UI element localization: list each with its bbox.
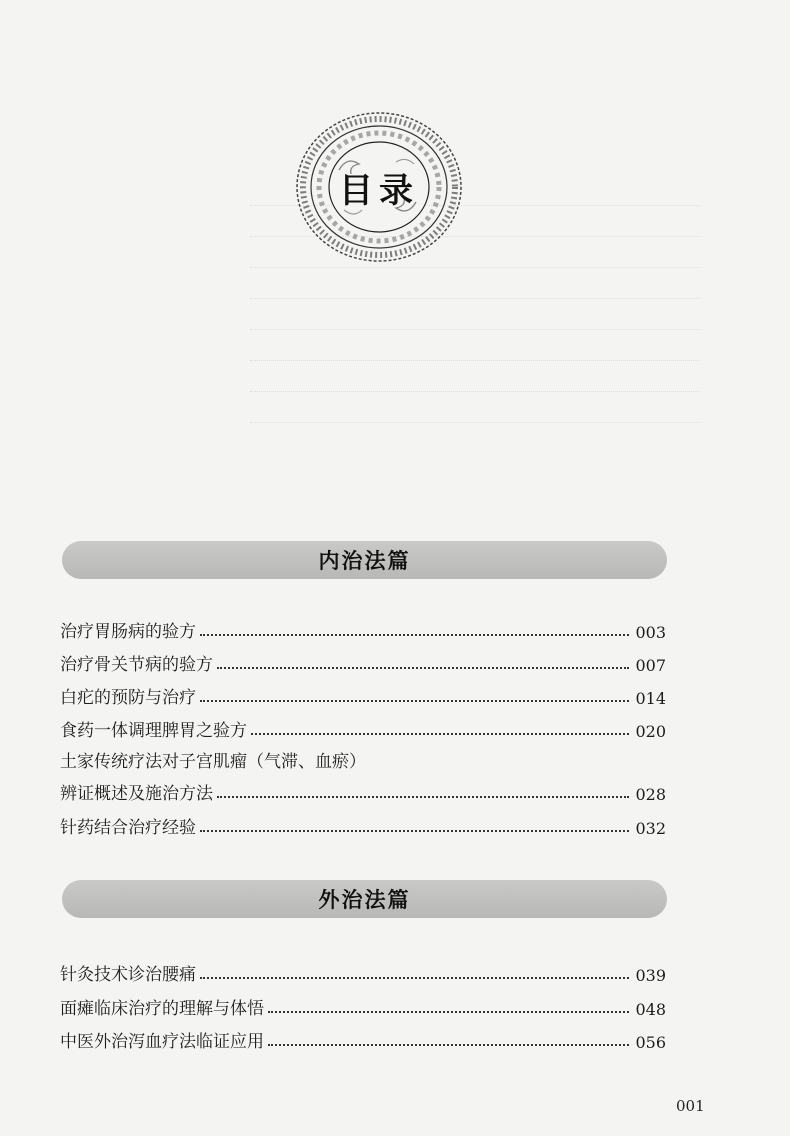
toc-entry-title: 针灸技术诊治腰痛	[60, 965, 196, 985]
dot-leader	[200, 633, 629, 636]
toc-entry-page: 020	[635, 722, 666, 741]
dot-leader	[200, 976, 629, 979]
toc-entry-title: 土家传统疗法对子宫肌瘤（气滞、血瘀）	[60, 752, 366, 772]
page-title: 目录	[339, 171, 419, 211]
section-header-external	[62, 880, 667, 918]
toc-entry[interactable]	[60, 744, 666, 772]
toc-entry[interactable]	[60, 957, 666, 985]
toc-entry-page: 007	[635, 656, 666, 675]
dot-leader	[251, 732, 629, 735]
dot-leader	[268, 1043, 629, 1046]
section-header-internal	[62, 541, 667, 579]
toc-entry-page: 039	[635, 966, 666, 985]
toc-entry-title: 面瘫临床治疗的理解与体悟	[60, 999, 264, 1019]
dot-leader	[217, 795, 629, 798]
toc-entry[interactable]	[60, 680, 666, 708]
toc-entry-title: 治疗胃肠病的验方	[60, 622, 196, 642]
toc-entry-page: 032	[635, 819, 666, 838]
show-through-line	[250, 422, 700, 424]
toc-entry[interactable]	[60, 991, 666, 1019]
toc-entry-title: 食药一体调理脾胃之验方	[60, 721, 247, 741]
section-title: 内治法篇	[318, 549, 411, 573]
page-number: 001	[676, 1097, 705, 1115]
title-emblem	[294, 110, 464, 265]
toc-entry-page: 056	[635, 1033, 666, 1052]
toc-entry-title: 中医外治泻血疗法临证应用	[60, 1032, 264, 1052]
toc-entry-title: 辨证概述及施治方法	[60, 784, 213, 804]
toc-entry[interactable]	[60, 810, 666, 838]
section-title: 外治法篇	[318, 888, 411, 912]
toc-entry[interactable]	[60, 776, 666, 804]
show-through-line	[250, 360, 700, 362]
dot-leader	[217, 666, 629, 669]
toc-entry-title: 白疕的预防与治疗	[60, 688, 196, 708]
toc-entry-page: 003	[635, 623, 666, 642]
toc-entry-title: 治疗骨关节病的验方	[60, 655, 213, 675]
show-through-line	[250, 298, 700, 300]
toc-entry[interactable]	[60, 614, 666, 642]
toc-entry[interactable]	[60, 713, 666, 741]
dot-leader	[370, 765, 660, 766]
show-through-line	[250, 391, 700, 393]
toc-entry-page: 048	[635, 1000, 666, 1019]
toc-entry[interactable]	[60, 1024, 666, 1052]
toc-entry-title: 针药结合治疗经验	[60, 818, 196, 838]
toc-entry-page: 014	[635, 689, 666, 708]
show-through-line	[250, 267, 700, 269]
dot-leader	[200, 699, 629, 702]
dot-leader	[268, 1010, 629, 1013]
toc-entry[interactable]	[60, 647, 666, 675]
dot-leader	[200, 829, 629, 832]
toc-entry-page: 028	[635, 785, 666, 804]
show-through-line	[250, 329, 700, 331]
